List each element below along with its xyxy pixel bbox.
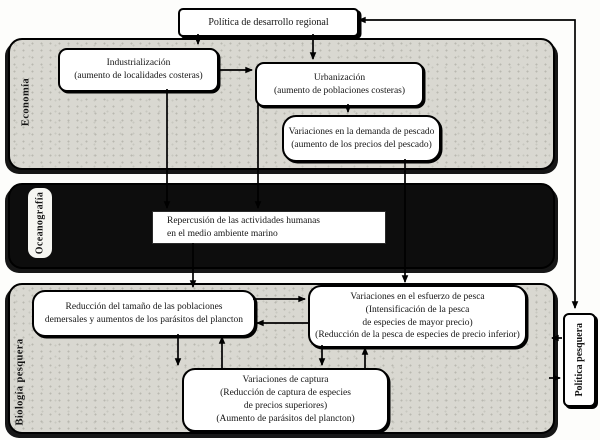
node-text: Variaciones de captura [242, 375, 329, 386]
node-text: en el medio ambiente marino [167, 228, 278, 239]
node-text: Repercusión de las actividades humanas [167, 215, 321, 226]
node-text: demersales y aumentos de los parásitos del plancton [44, 314, 244, 325]
node-reduccion-poblaciones [32, 290, 256, 337]
band-label-economia: Economía [20, 77, 32, 127]
node-text: (Aumento de parásitos del plancton) [216, 413, 355, 424]
node-text: (aumento de los precios del pescado) [291, 139, 432, 150]
node-text: (Reducción de captura de especies [220, 388, 351, 399]
node-text: Variaciones en el esfuerzo de pesca [350, 291, 485, 302]
node-text: de precios superiores) [243, 401, 328, 411]
node-text: (Reducción de la pesca de especies de precio inferior) [315, 330, 520, 341]
node-politica-pesquera [563, 313, 596, 407]
node-text: Reducción del tamaño de las poblaciones [65, 301, 223, 312]
node-text: (Intensificación de la pesca [365, 304, 470, 315]
node-text: Política de desarrollo regional [208, 16, 329, 28]
node-text: Variaciones en la demanda de pescado [288, 126, 435, 137]
node-text: Urbanización [313, 72, 366, 83]
node-industrializacion [58, 48, 219, 92]
band-label-oceanografia: Oceanografía [34, 191, 46, 255]
node-text: de especies de mayor precio) [362, 317, 473, 328]
node-repercusion-actividades [152, 211, 386, 244]
node-variaciones-captura [182, 368, 389, 432]
node-variaciones-demanda [282, 115, 441, 162]
node-text: (aumento de poblaciones costeras) [273, 85, 406, 96]
node-politica-desarrollo-regional [178, 8, 359, 37]
node-text: Política pesquera [573, 323, 585, 397]
node-urbanizacion [255, 62, 424, 107]
node-esfuerzo-pesca [308, 285, 527, 348]
node-text: Industrialización [106, 58, 171, 69]
band-label-biologia-pesquera: Biología pesquera [14, 338, 26, 426]
node-text: (aumento de localidades costeras) [74, 71, 203, 81]
